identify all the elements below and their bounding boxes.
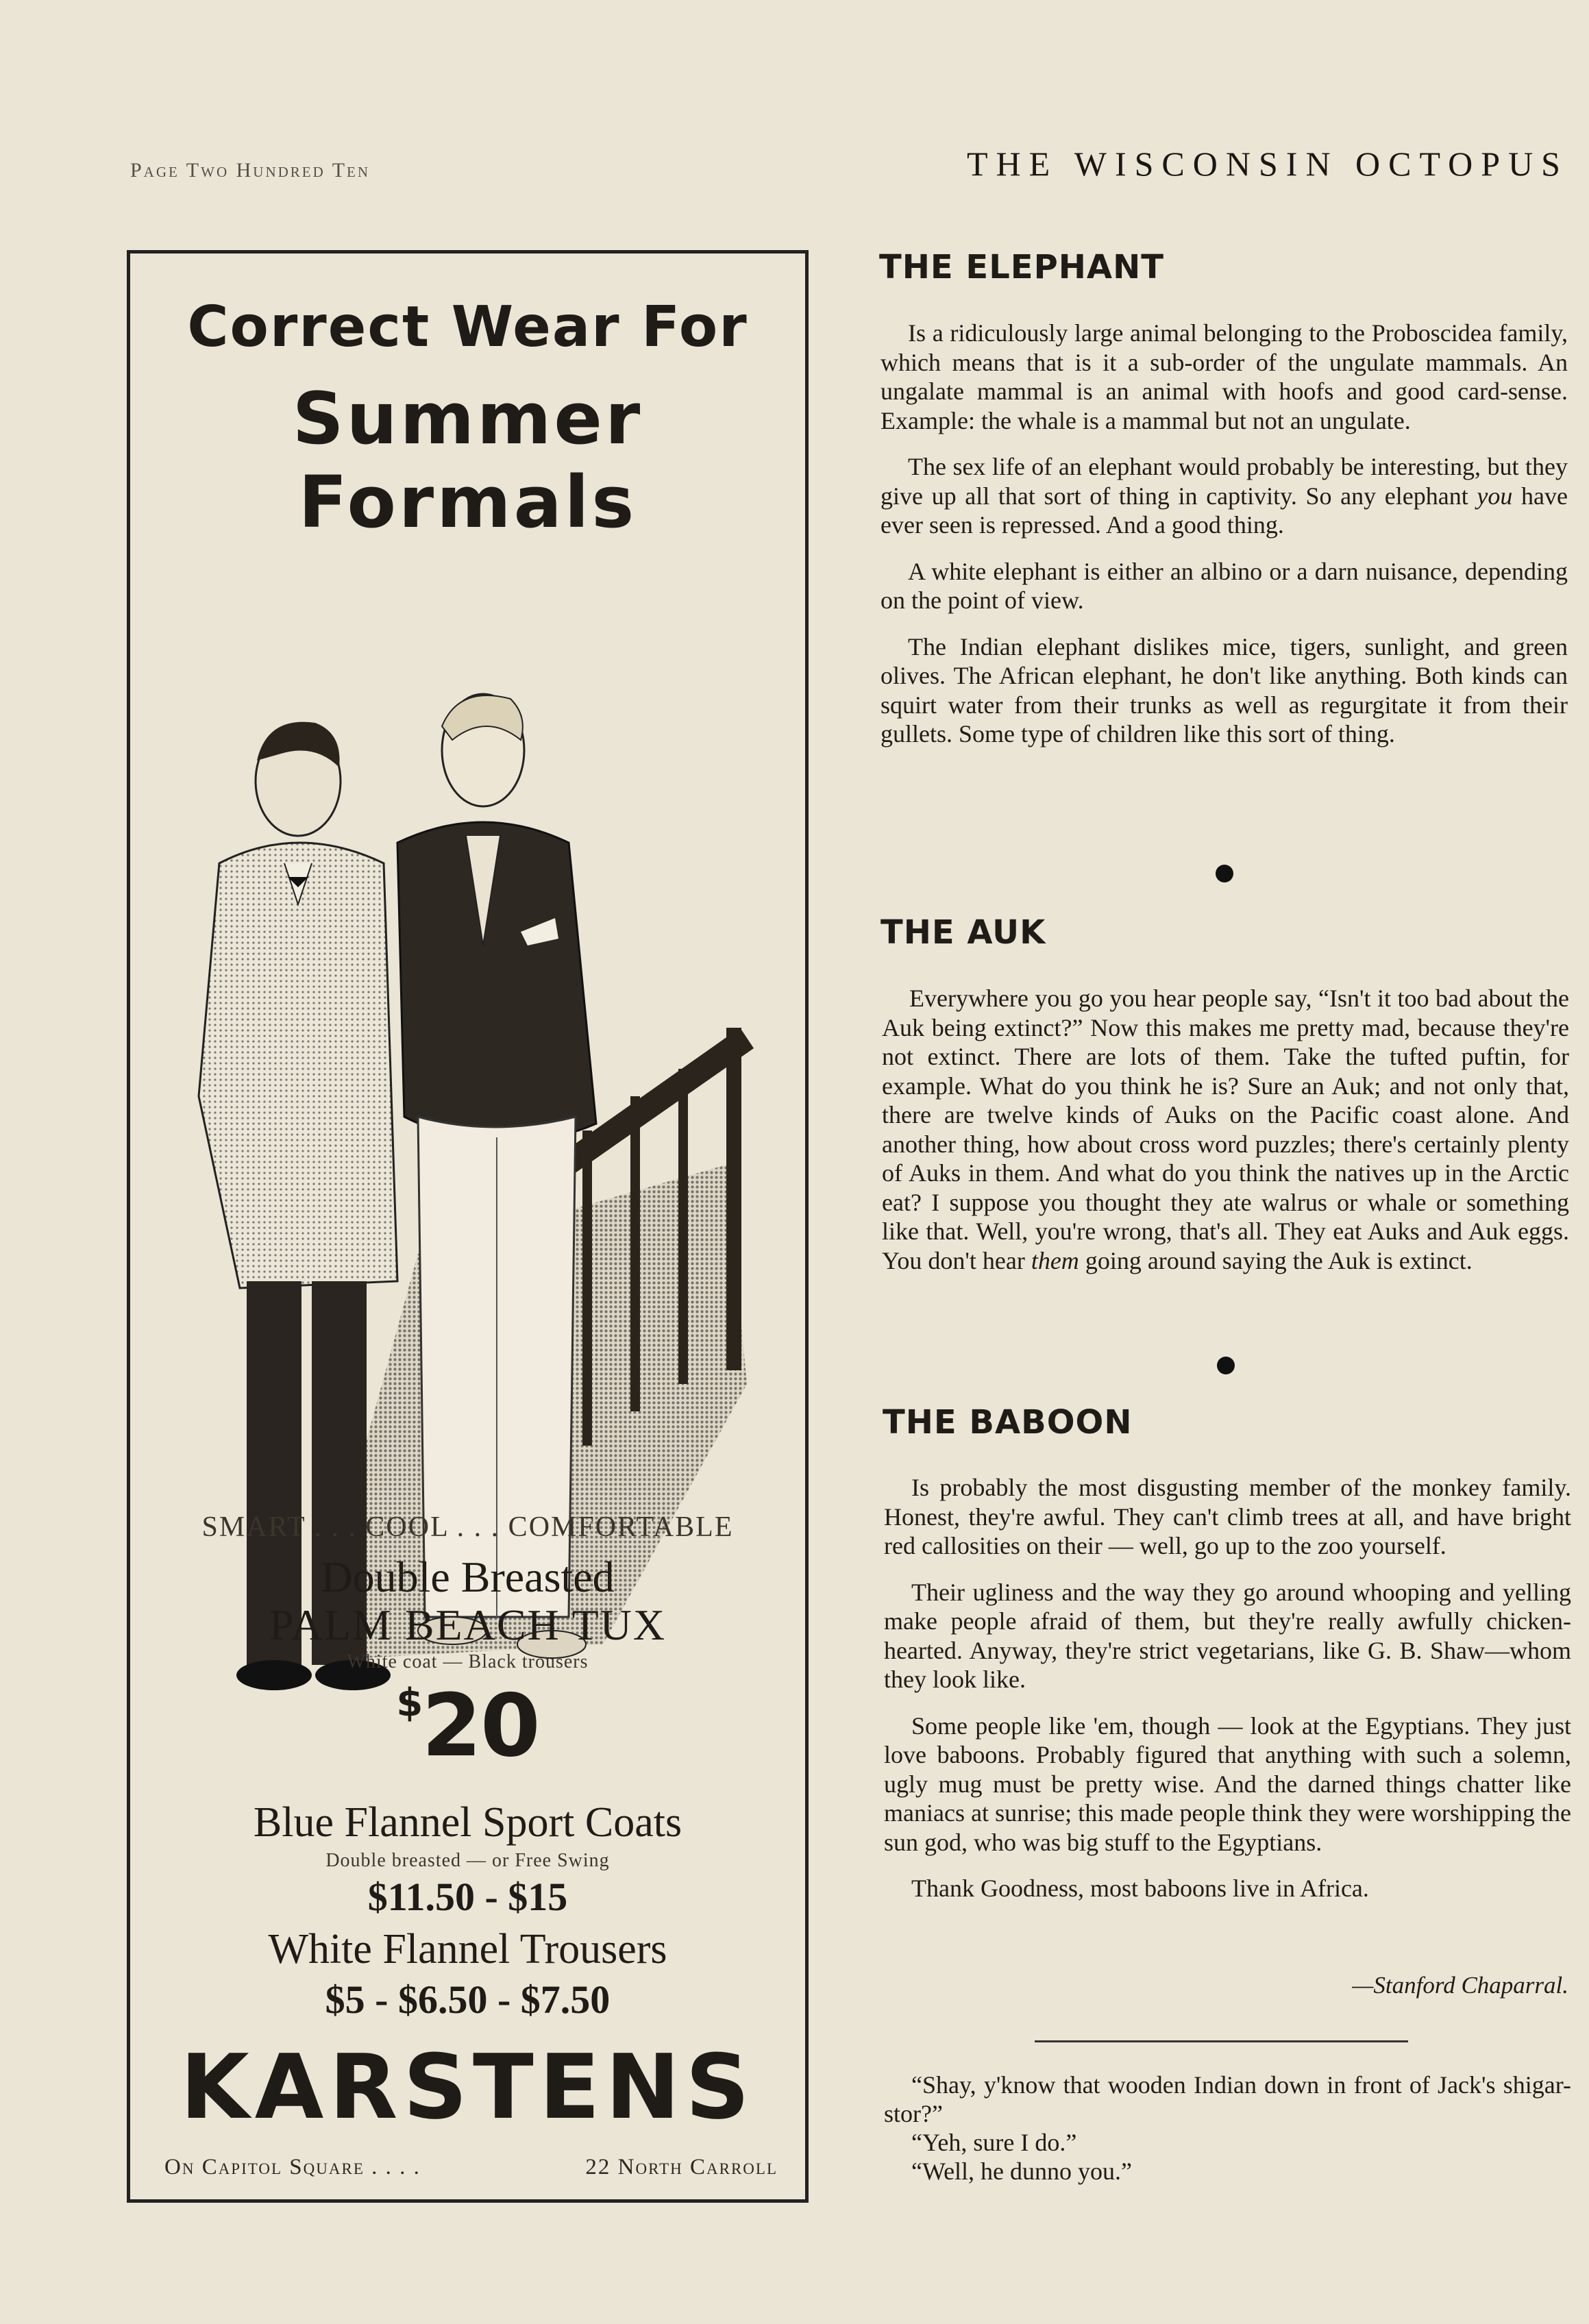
baboon-article bbox=[884, 1473, 1571, 1920]
section-divider-bullet bbox=[1216, 865, 1233, 882]
ad-product-1-price bbox=[130, 1675, 805, 1776]
baboon-paragraph-3: Some people like 'em, though — look at the Egyptians. They just love baboons. Probably figured that anything with such a solemn, ugly mug must be pretty wise. And the darned things chatter like maniacs at sunrise; this made people think they were worshipping the sun god, who was big stuff to the Egyptians. bbox=[884, 1711, 1571, 1856]
auk-paragraph-1-b: going around saying the Auk is extinct. bbox=[1079, 1246, 1473, 1274]
ad-product-2-price: $11.50 - $15 bbox=[367, 1875, 568, 1919]
ad-brand-name: KARSTENS bbox=[180, 2035, 755, 2139]
elephant-article bbox=[880, 319, 1568, 766]
ad-product-3-price: $5 - $6.50 - $7.50 bbox=[325, 1977, 611, 2022]
price-value: 20 bbox=[421, 1675, 539, 1776]
ad-tagline: SMART . . . COOL . . . COMFORTABLE bbox=[201, 1511, 734, 1543]
magazine-title: THE WISCONSIN OCTOPUS bbox=[966, 145, 1568, 183]
section-divider-bullet bbox=[1217, 1357, 1235, 1374]
auk-heading: THE AUK bbox=[880, 913, 1046, 952]
ad-product-2-name: Blue Flannel Sport Coats bbox=[253, 1799, 682, 1846]
auk-article bbox=[882, 984, 1569, 1292]
ad-product-1-description: White coat — Black trousers bbox=[347, 1651, 589, 1672]
joke-dialogue bbox=[884, 2070, 1571, 2186]
page-number-label: Page Two Hundred Ten bbox=[130, 159, 371, 182]
baboon-paragraph-2: Their ugliness and the way they go around whooping and yelling make people afraid of them, but they're really awfully chicken-hearted. Anyway, they're strict vegetarians, like G. B. Shaw—whom they look like. bbox=[884, 1578, 1571, 1693]
elephant-paragraph-2-emphasis: you bbox=[1477, 482, 1513, 510]
joke-line-1: “Shay, y'know that wooden Indian down in front of Jack's shigar-stor?” bbox=[884, 2071, 1571, 2127]
baboon-attribution: —Stanford Chaparral. bbox=[1352, 1972, 1568, 1999]
auk-paragraph-1 bbox=[882, 984, 1569, 1275]
ad-product-1-line-2: PALM BEACH TUX bbox=[269, 1600, 667, 1649]
ad-product-1-line-1: Double Breasted bbox=[321, 1553, 615, 1601]
karstens-advertisement bbox=[127, 250, 809, 2203]
ad-headline-2: Summer Formals bbox=[292, 377, 643, 544]
elephant-heading: THE ELEPHANT bbox=[879, 248, 1164, 286]
ad-address-footer bbox=[164, 2155, 778, 2180]
ad-headline-1: Correct Wear For bbox=[187, 295, 748, 360]
ad-footer-left: On Capitol Square . . . . bbox=[164, 2155, 421, 2179]
auk-paragraph-1-a: Everywhere you go you hear people say, “Isn't it too bad about the Auk being extinct?” Now this makes me pretty mad, because they're not extinct. There are lots of them. Take the tufted puftin, for example. What do you think he is? Sure an Auk; and not only that, there are twelve kinds of Auks on the Pacific coast alone. And another thing, how about cross word puzzles; there's certainly plenty of Auks in them. And what do you think the natives up in the Arctic eat? I suppose you thought they ate walrus or whale or something like that. Well, you're wrong, that's all. They eat Auks and Auk eggs. You don't hear bbox=[882, 985, 1569, 1274]
price-dollar-sign: $ bbox=[396, 1681, 422, 1725]
baboon-heading: THE BABOON bbox=[883, 1403, 1133, 1442]
ad-footer-right: 22 North Carroll bbox=[585, 2155, 778, 2179]
joke-line-2: “Yeh, sure I do.” bbox=[911, 2129, 1077, 2156]
ad-product-2-description: Double breasted — or Free Swing bbox=[325, 1850, 610, 1871]
elephant-paragraph-3: A white elephant is either an albino or a darn nuisance, depending on the point of view. bbox=[880, 557, 1568, 614]
baboon-paragraph-1: Is probably the most disgusting member of the monkey family. Honest, they're awful. They can't climb trees at all, and have bright red callosities on their — well, go up to the zoo yourself. bbox=[884, 1474, 1571, 1559]
joke-line-3: “Well, he dunno you.” bbox=[911, 2158, 1133, 2185]
ad-product-3-name: White Flannel Trousers bbox=[268, 1926, 667, 1973]
elephant-paragraph-2 bbox=[880, 452, 1568, 540]
elephant-paragraph-2-a: The sex life of an elephant would probably be interesting, but they give up all that sort of thing in captivity. So any elephant bbox=[880, 453, 1568, 510]
baboon-paragraph-4: Thank Goodness, most baboons live in Africa. bbox=[911, 1875, 1369, 1902]
two-men-formal-wear-illustration bbox=[158, 480, 781, 1733]
elephant-paragraph-1: Is a ridiculously large animal belonging to the Proboscidea family, which means that is it a sub-order of the ungulate mammals. An ungalate mammal is an animal with hoofs and good card-sense. Example: the whale is a mammal but not an ungulate. bbox=[880, 319, 1568, 434]
elephant-paragraph-2-b: have ever seen is repressed. And a good thing. bbox=[880, 482, 1568, 539]
elephant-paragraph-4: The Indian elephant dislikes mice, tigers, sunlight, and green olives. The African elephant, he don't like anything. Both kinds can squirt water from their trunks as well as regurgitate it from their gullets. Some type of children like this sort of thing. bbox=[880, 632, 1568, 747]
horizontal-rule bbox=[1035, 2040, 1408, 2042]
auk-paragraph-1-emphasis: them bbox=[1031, 1246, 1079, 1274]
